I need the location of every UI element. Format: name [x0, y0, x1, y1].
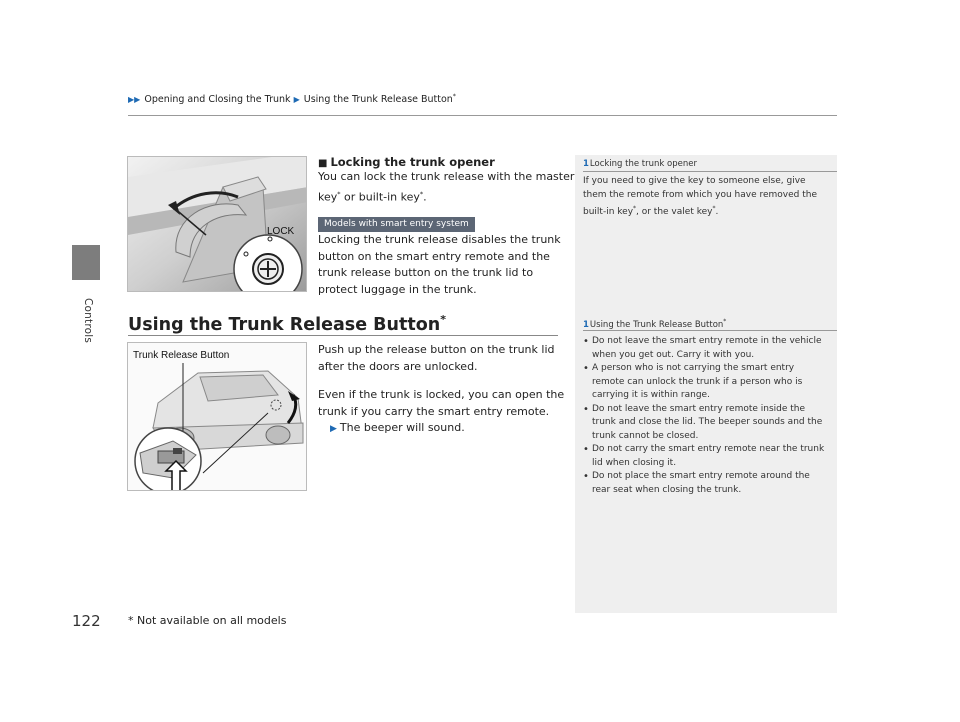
locking-paragraph: You can lock the trunk release with the master key* or built-in key*. — [318, 170, 575, 204]
lock-position-label: LOCK — [267, 226, 295, 237]
footnote: * Not available on all models — [128, 614, 287, 627]
trunk-opener-lock-illustration — [127, 156, 307, 292]
note-divider — [583, 330, 837, 331]
note-heading-locking: 1Locking the trunk opener — [583, 159, 697, 169]
list-item: • A person who is not carrying the smart entry remote can unlock the trunk if a person who is carrying it is within range. — [583, 362, 831, 403]
figure-label-trunk-release-button: Trunk Release Button — [133, 350, 230, 361]
note-marker-icon: 1 — [583, 159, 589, 169]
page-number: 122 — [72, 612, 101, 630]
note-divider — [583, 171, 837, 172]
note-heading-release-button: 1Using the Trunk Release Button* — [583, 318, 727, 330]
breadcrumb-arrow-icon: ▶ — [293, 95, 300, 105]
not-all-models-mark: * — [452, 93, 456, 100]
breadcrumb — [128, 93, 456, 105]
push-release-paragraph: Push up the release button on the trunk lid after the doors are unlocked. — [318, 343, 555, 373]
chapter-tab — [72, 245, 100, 280]
result-arrow-icon: ▶ — [330, 424, 337, 434]
note-marker-icon: 1 — [583, 319, 589, 330]
list-item: • Do not carry the smart entry remote near the trunk lid when closing it. — [583, 443, 831, 470]
section-divider — [128, 335, 558, 336]
breadcrumb-current-page: Using the Trunk Release Button — [303, 94, 453, 106]
list-item: • Do not leave the smart entry remote inside the trunk and close the lid. The beeper sounds and the trunk cannot be closed. — [583, 403, 831, 444]
section-heading-trunk-release-button: Using the Trunk Release Button* — [128, 313, 446, 335]
section-heading-locking-trunk-opener: ■ Locking the trunk opener — [318, 155, 495, 169]
note-text-locking: If you need to give the key to someone else, give them the remote from which you have removed the built-in key*, or the valet key*. — [583, 176, 818, 217]
release-button-notes-list — [583, 335, 831, 497]
beeper-note: The beeper will sound. — [339, 421, 465, 434]
model-applicability-tag: Models with smart entry system — [318, 217, 475, 232]
breadcrumb-link-opening-closing-trunk[interactable]: Opening and Closing the Trunk — [144, 94, 291, 106]
list-item: • Do not place the smart entry remote around the rear seat when closing the trunk. — [583, 470, 831, 497]
header-divider — [128, 115, 837, 116]
list-item: • Do not leave the smart entry remote in the vehicle when you get out. Carry it with you. — [583, 335, 831, 362]
trunk-locked-paragraph: Even if the trunk is locked, you can open the trunk if you carry the smart entry remote. ▶ The beeper will sound. — [318, 388, 565, 434]
locking-disables-paragraph: Locking the trunk release disables the trunk button on the smart entry remote and the trunk release button on the trunk lid to protect luggage in the trunk. — [318, 233, 561, 296]
heading-square-icon: ■ — [318, 158, 328, 169]
trunk-release-button-illustration — [127, 342, 307, 491]
chapter-label: Controls — [82, 298, 94, 344]
breadcrumb-arrow-icon: ▶▶ — [128, 95, 141, 105]
